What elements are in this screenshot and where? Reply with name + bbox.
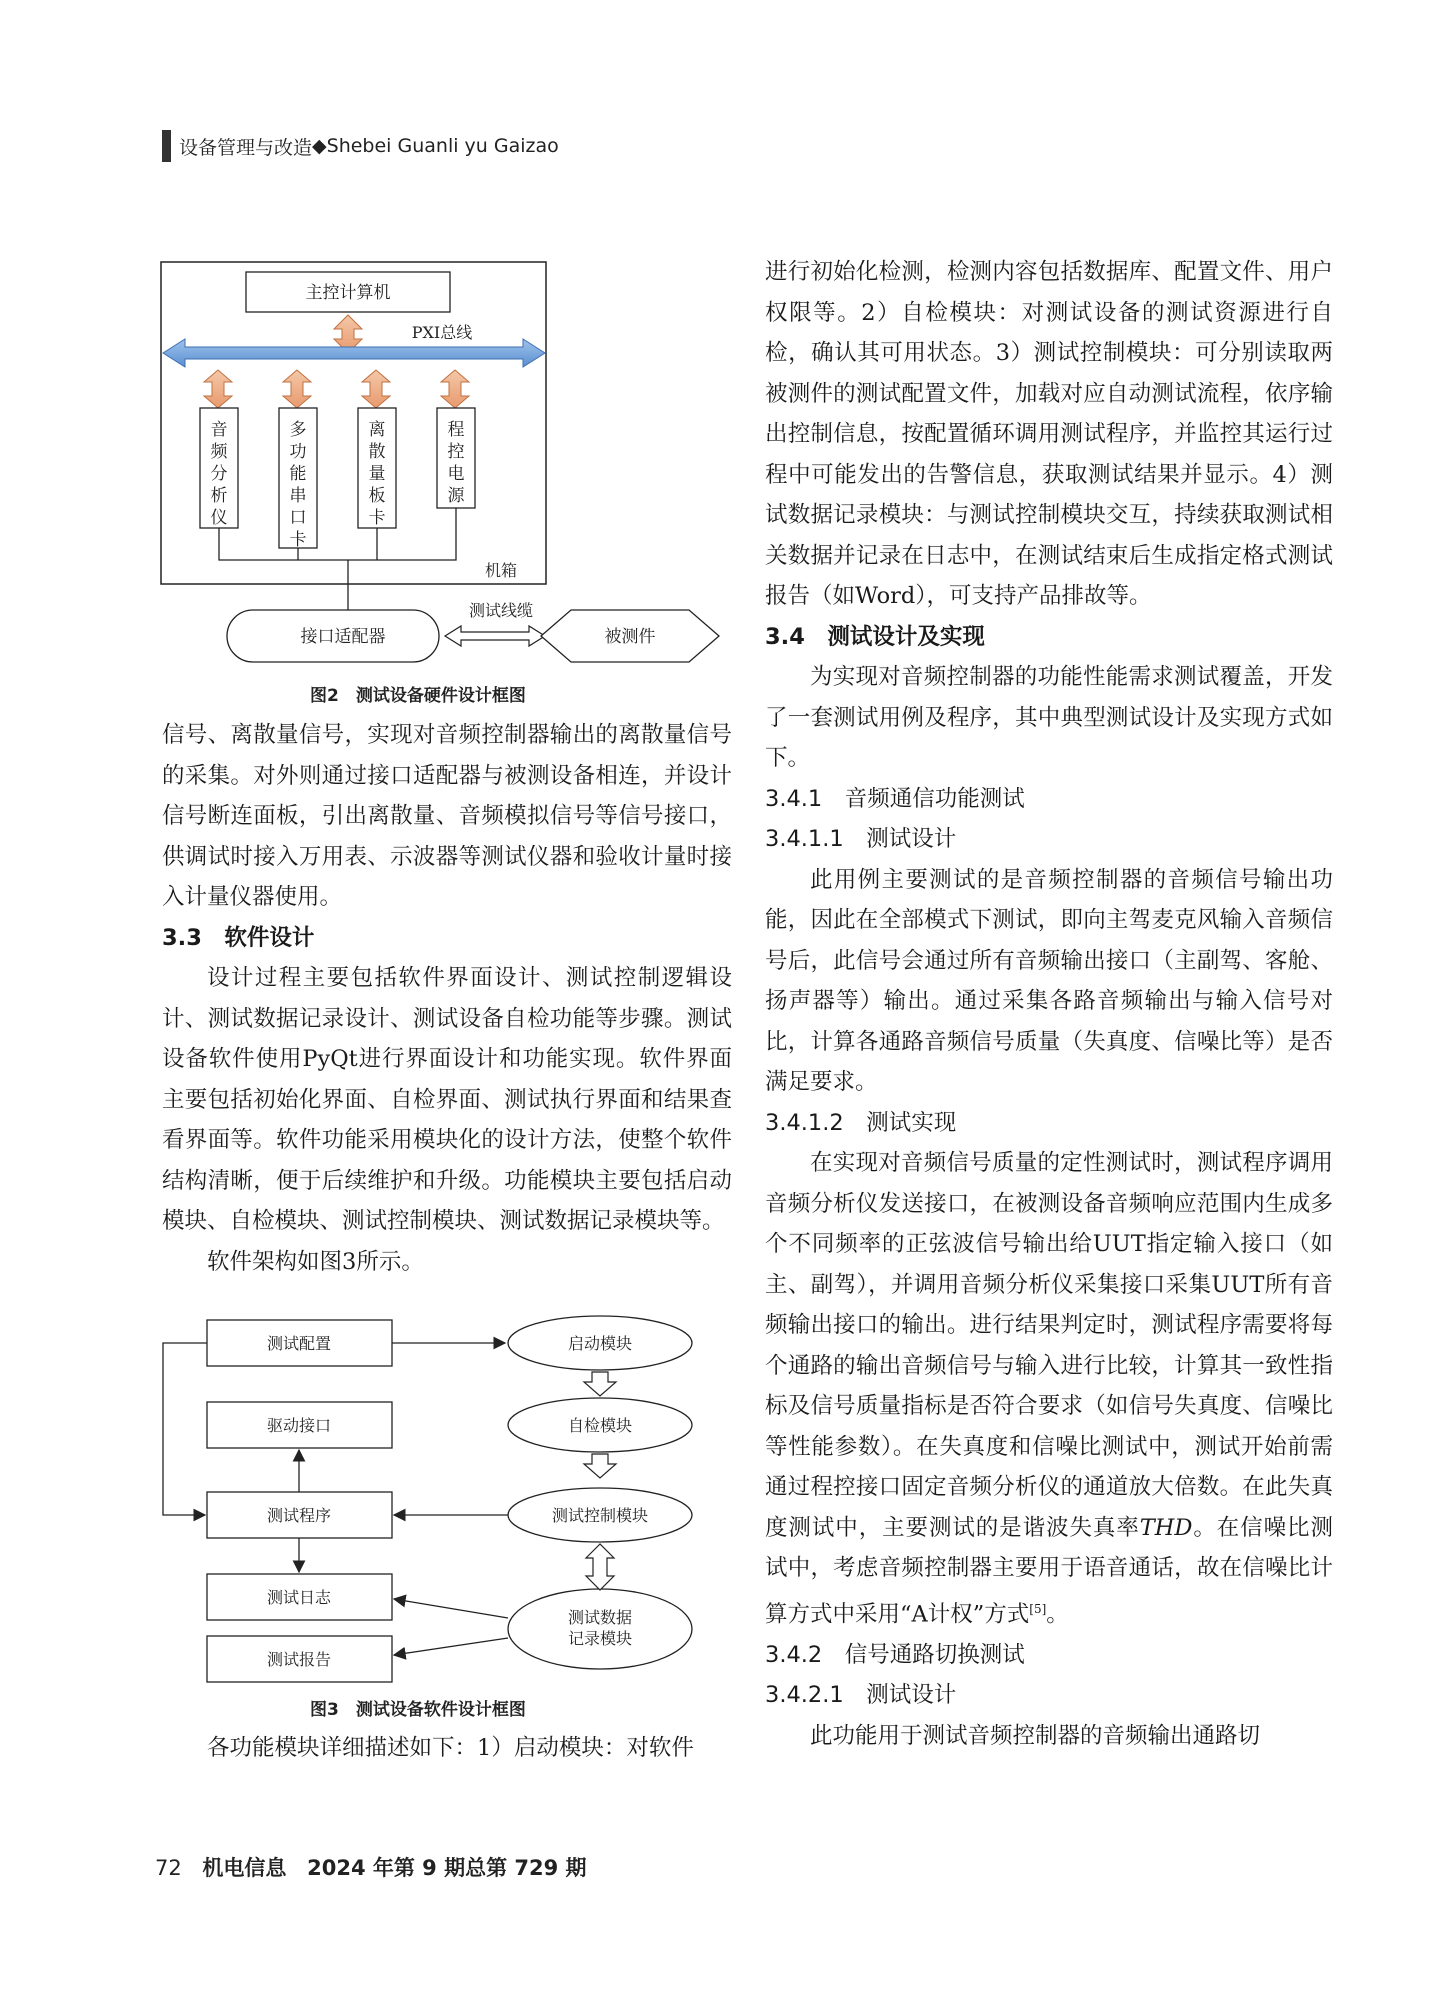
- ellipse-label-record: 测试数据记录模块: [567, 1608, 633, 1648]
- left-column-bottom: [162, 1728, 732, 1769]
- ellipse-label: 自检模块: [567, 1416, 633, 1435]
- reference-5[interactable]: [5]: [1029, 1601, 1047, 1616]
- header-pinyin: Shebei Guanli yu Gaizao: [326, 135, 559, 157]
- module-label-char: 能: [289, 464, 307, 484]
- right-column: [765, 252, 1333, 1756]
- running-header: [162, 130, 559, 162]
- journal-name: 机电信息: [202, 1856, 287, 1880]
- ellipse-label: 启动模块: [567, 1334, 633, 1353]
- paragraph: [765, 1143, 1333, 1635]
- module-label-char: 板: [368, 486, 386, 506]
- module-label-char: 程: [447, 420, 465, 440]
- page-footer: [155, 1852, 587, 1882]
- paragraph: 信号、离散量信号，实现对音频控制器输出的离散量信号的采集。对外则通过接口适配器与被测设备相连，并设计信号断连面板，引出离散量、音频模拟信号等信号接口，供调试时接入万用表、示波器等测试仪器和验收计量时接入计量仪器使用。: [162, 722, 732, 910]
- page-number: 72: [155, 1856, 182, 1880]
- dut-label: 被测件: [604, 627, 656, 647]
- module-arrow-3: [362, 370, 390, 408]
- module-label-char: 电: [447, 464, 465, 484]
- thd-symbol: THD: [1139, 1514, 1193, 1541]
- paragraph: 各功能模块详细描述如下：1）启动模块：对软件: [207, 1735, 694, 1761]
- paragraph: 此用例主要测试的是音频控制器的音频信号输出功能，因此在全部模式下测试，即向主驾麦克风输入音频信号后，此信号会通过所有音频输出接口（主副驾、客舱、扬声器等）输出。通过采集各路音频输出与输入信号对比，计算各通路音频信号质量（失真度、信噪比等）是否满足要求。: [765, 866, 1333, 1095]
- module-label-char: 多: [289, 420, 307, 440]
- module-label-char: 散: [368, 442, 386, 462]
- paragraph: 软件架构如图3所示。: [207, 1248, 424, 1275]
- box-label: 测试日志: [266, 1588, 332, 1607]
- box-label: 测试配置: [266, 1334, 332, 1353]
- ellipse-label: 测试控制模块: [551, 1506, 649, 1525]
- module-label-char: 源: [447, 486, 465, 506]
- module-label-char: 串: [289, 486, 307, 506]
- module-label-char: 卡: [368, 508, 386, 528]
- main-computer-label: 主控计算机: [305, 283, 391, 303]
- paragraph-text: 。在信噪比测试中，考虑音频控制器主要用于语音通话，故在信噪比计算方式中采用“A计权”方式: [765, 1514, 1333, 1627]
- paragraph: 进行初始化检测，检测内容包括数据库、配置文件、用户权限等。2）自检模块：对测试设备的测试资源进行自检，确认其可用状态。3）测试控制模块：可分别读取两被测件的测试配置文件，加载对应自动测试流程，依序输出控制信息，按配置循环调用测试程序，并监控其运行过程中可能发出的告警信息，获取测试结果并显示。4）测试数据记录模块：与测试控制模块交互，持续获取测试相关数据并记录在日志中，在测试结束后生成指定格式测试报告（如Word），可支持产品排故等。: [765, 259, 1333, 609]
- cable-label: 测试线缆: [468, 601, 534, 620]
- figure3-caption: 图3 测试设备软件设计框图: [310, 1700, 526, 1720]
- module-label-char: 离: [368, 420, 386, 440]
- module-label-char: 功: [289, 442, 307, 462]
- module-label-char: 音: [210, 420, 228, 440]
- module-label-char: 口: [289, 508, 307, 528]
- paragraph: 设计过程主要包括软件界面设计、测试控制逻辑设计、测试数据记录设计、测试设备自检功能等步骤。测试设备软件使用PyQt进行界面设计和功能实现。软件界面主要包括初始化界面、自检界面、测试执行界面和结果查看界面等。软件功能采用模块化的设计方法，使整个软件结构清晰，便于后续维护和升级。功能模块主要包括启动模块、自检模块、测试控制模块、测试数据记录模块等。: [162, 965, 732, 1234]
- journal-issue: 2024 年第 9 期总第 729 期: [307, 1856, 587, 1880]
- pxi-bus-label: PXI总线: [411, 323, 473, 342]
- heading-3-4-2: 3.4.2 信号通路切换测试: [765, 1641, 1025, 1668]
- heading-3-4-1-1: 3.4.1.1 测试设计: [765, 826, 957, 852]
- heading-3-4: 3.4 测试设计及实现: [765, 623, 985, 650]
- module-label-char: 卡: [289, 530, 307, 550]
- module-label-char: 仪: [210, 508, 228, 528]
- chassis-label: 机箱: [485, 561, 518, 580]
- diamond-icon: ◆: [312, 135, 327, 157]
- module-label-char: 析: [210, 486, 228, 506]
- heading-3-4-1-2: 3.4.1.2 测试实现: [765, 1109, 957, 1136]
- paragraph-text: 。: [1046, 1601, 1069, 1627]
- figure2-caption: 图2 测试设备硬件设计框图: [310, 686, 526, 706]
- module-arrow-4: [441, 370, 469, 408]
- left-column-top: [162, 715, 732, 1282]
- module-label-char: 控: [447, 442, 465, 462]
- cable-arrow: [445, 626, 545, 646]
- paragraph-text: 在实现对音频信号质量的定性测试时，测试程序调用音频分析仪发送接口，在被测设备音频响应范围内生成多个不同频率的正弦波信号输出给UUT指定输入接口（如主、副驾），并调用音频分析仪采集接口采集UUT所有音频输出接口的输出。进行结果判定时，测试程序需要将每个通路的输出音频信号与输入进行比较，计算其一致性指标及信号质量指标是否符合要求（如信号失真度、信噪比等性能参数）。在失真度和信噪比测试中，测试开始前需通过程控接口固定音频分析仪的通道放大倍数。在此失真度测试中，主要测试的是谐波失真率: [765, 1150, 1333, 1541]
- header-bar: [162, 130, 171, 162]
- module-arrow-2: [283, 370, 311, 408]
- paragraph: 为实现对音频控制器的功能性能需求测试覆盖，开发了一套测试用例及程序，其中典型测试设计及实现方式如下。: [765, 664, 1333, 771]
- box-label: 测试报告: [266, 1650, 332, 1669]
- module-label-char: 频: [210, 442, 228, 462]
- adapter-label: 接口适配器: [300, 627, 386, 647]
- module-arrow-1: [204, 370, 232, 408]
- software-block-diagram: [155, 1312, 730, 1687]
- paragraph: 此功能用于测试音频控制器的音频输出通路切: [810, 1722, 1261, 1749]
- module-label-char: 量: [368, 464, 386, 484]
- box-label: 驱动接口: [266, 1416, 332, 1435]
- header-section-label: 设备管理与改造: [179, 136, 313, 159]
- heading-3-3: 3.3 软件设计: [162, 924, 315, 951]
- box-label: 测试程序: [266, 1506, 332, 1525]
- module-label-char: 分: [210, 464, 228, 484]
- heading-3-4-2-1: 3.4.2.1 测试设计: [765, 1682, 957, 1708]
- hardware-block-diagram: [155, 258, 730, 673]
- heading-3-4-1: 3.4.1 音频通信功能测试: [765, 785, 1025, 812]
